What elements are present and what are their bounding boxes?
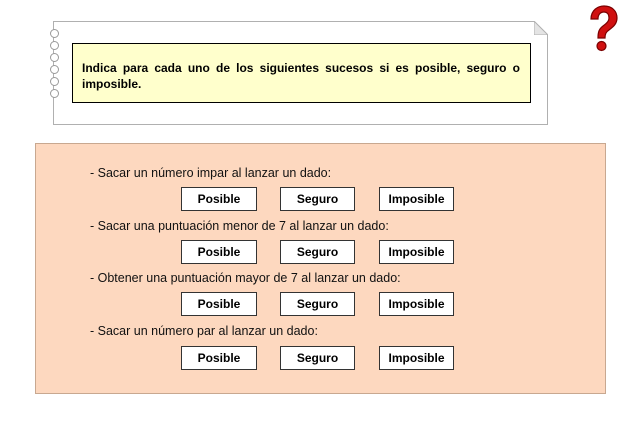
- binder-ring-icon: [50, 89, 59, 98]
- question-1-text: - Sacar un número impar al lanzar un dado:: [90, 166, 332, 180]
- page-fold-icon: [534, 21, 548, 35]
- q1-seguro-button[interactable]: Seguro: [280, 187, 355, 211]
- q4-seguro-button[interactable]: Seguro: [280, 346, 355, 370]
- binder-ring-icon: [50, 77, 59, 86]
- question-4-text: - Sacar un número par al lanzar un dado:: [90, 324, 318, 338]
- instruction-text: Indica para cada uno de los siguientes sucesos si es posible, seguro o imposible.: [72, 43, 531, 103]
- q4-posible-button[interactable]: Posible: [181, 346, 257, 370]
- binder-ring-icon: [50, 65, 59, 74]
- question-mark-icon[interactable]: [585, 4, 621, 52]
- binder-ring-icon: [50, 29, 59, 38]
- binder-ring-icon: [50, 53, 59, 62]
- q3-seguro-button[interactable]: Seguro: [280, 292, 355, 316]
- q3-imposible-button[interactable]: Imposible: [379, 292, 454, 316]
- q2-imposible-button[interactable]: Imposible: [379, 240, 454, 264]
- question-2-text: - Sacar una puntuación menor de 7 al lanzar un dado:: [90, 219, 389, 233]
- q3-posible-button[interactable]: Posible: [181, 292, 257, 316]
- q1-posible-button[interactable]: Posible: [181, 187, 257, 211]
- q1-imposible-button[interactable]: Imposible: [379, 187, 454, 211]
- question-3-text: - Obtener una puntuación mayor de 7 al lanzar un dado:: [90, 271, 401, 285]
- binder-ring-icon: [50, 41, 59, 50]
- q2-posible-button[interactable]: Posible: [181, 240, 257, 264]
- q2-seguro-button[interactable]: Seguro: [280, 240, 355, 264]
- q4-imposible-button[interactable]: Imposible: [379, 346, 454, 370]
